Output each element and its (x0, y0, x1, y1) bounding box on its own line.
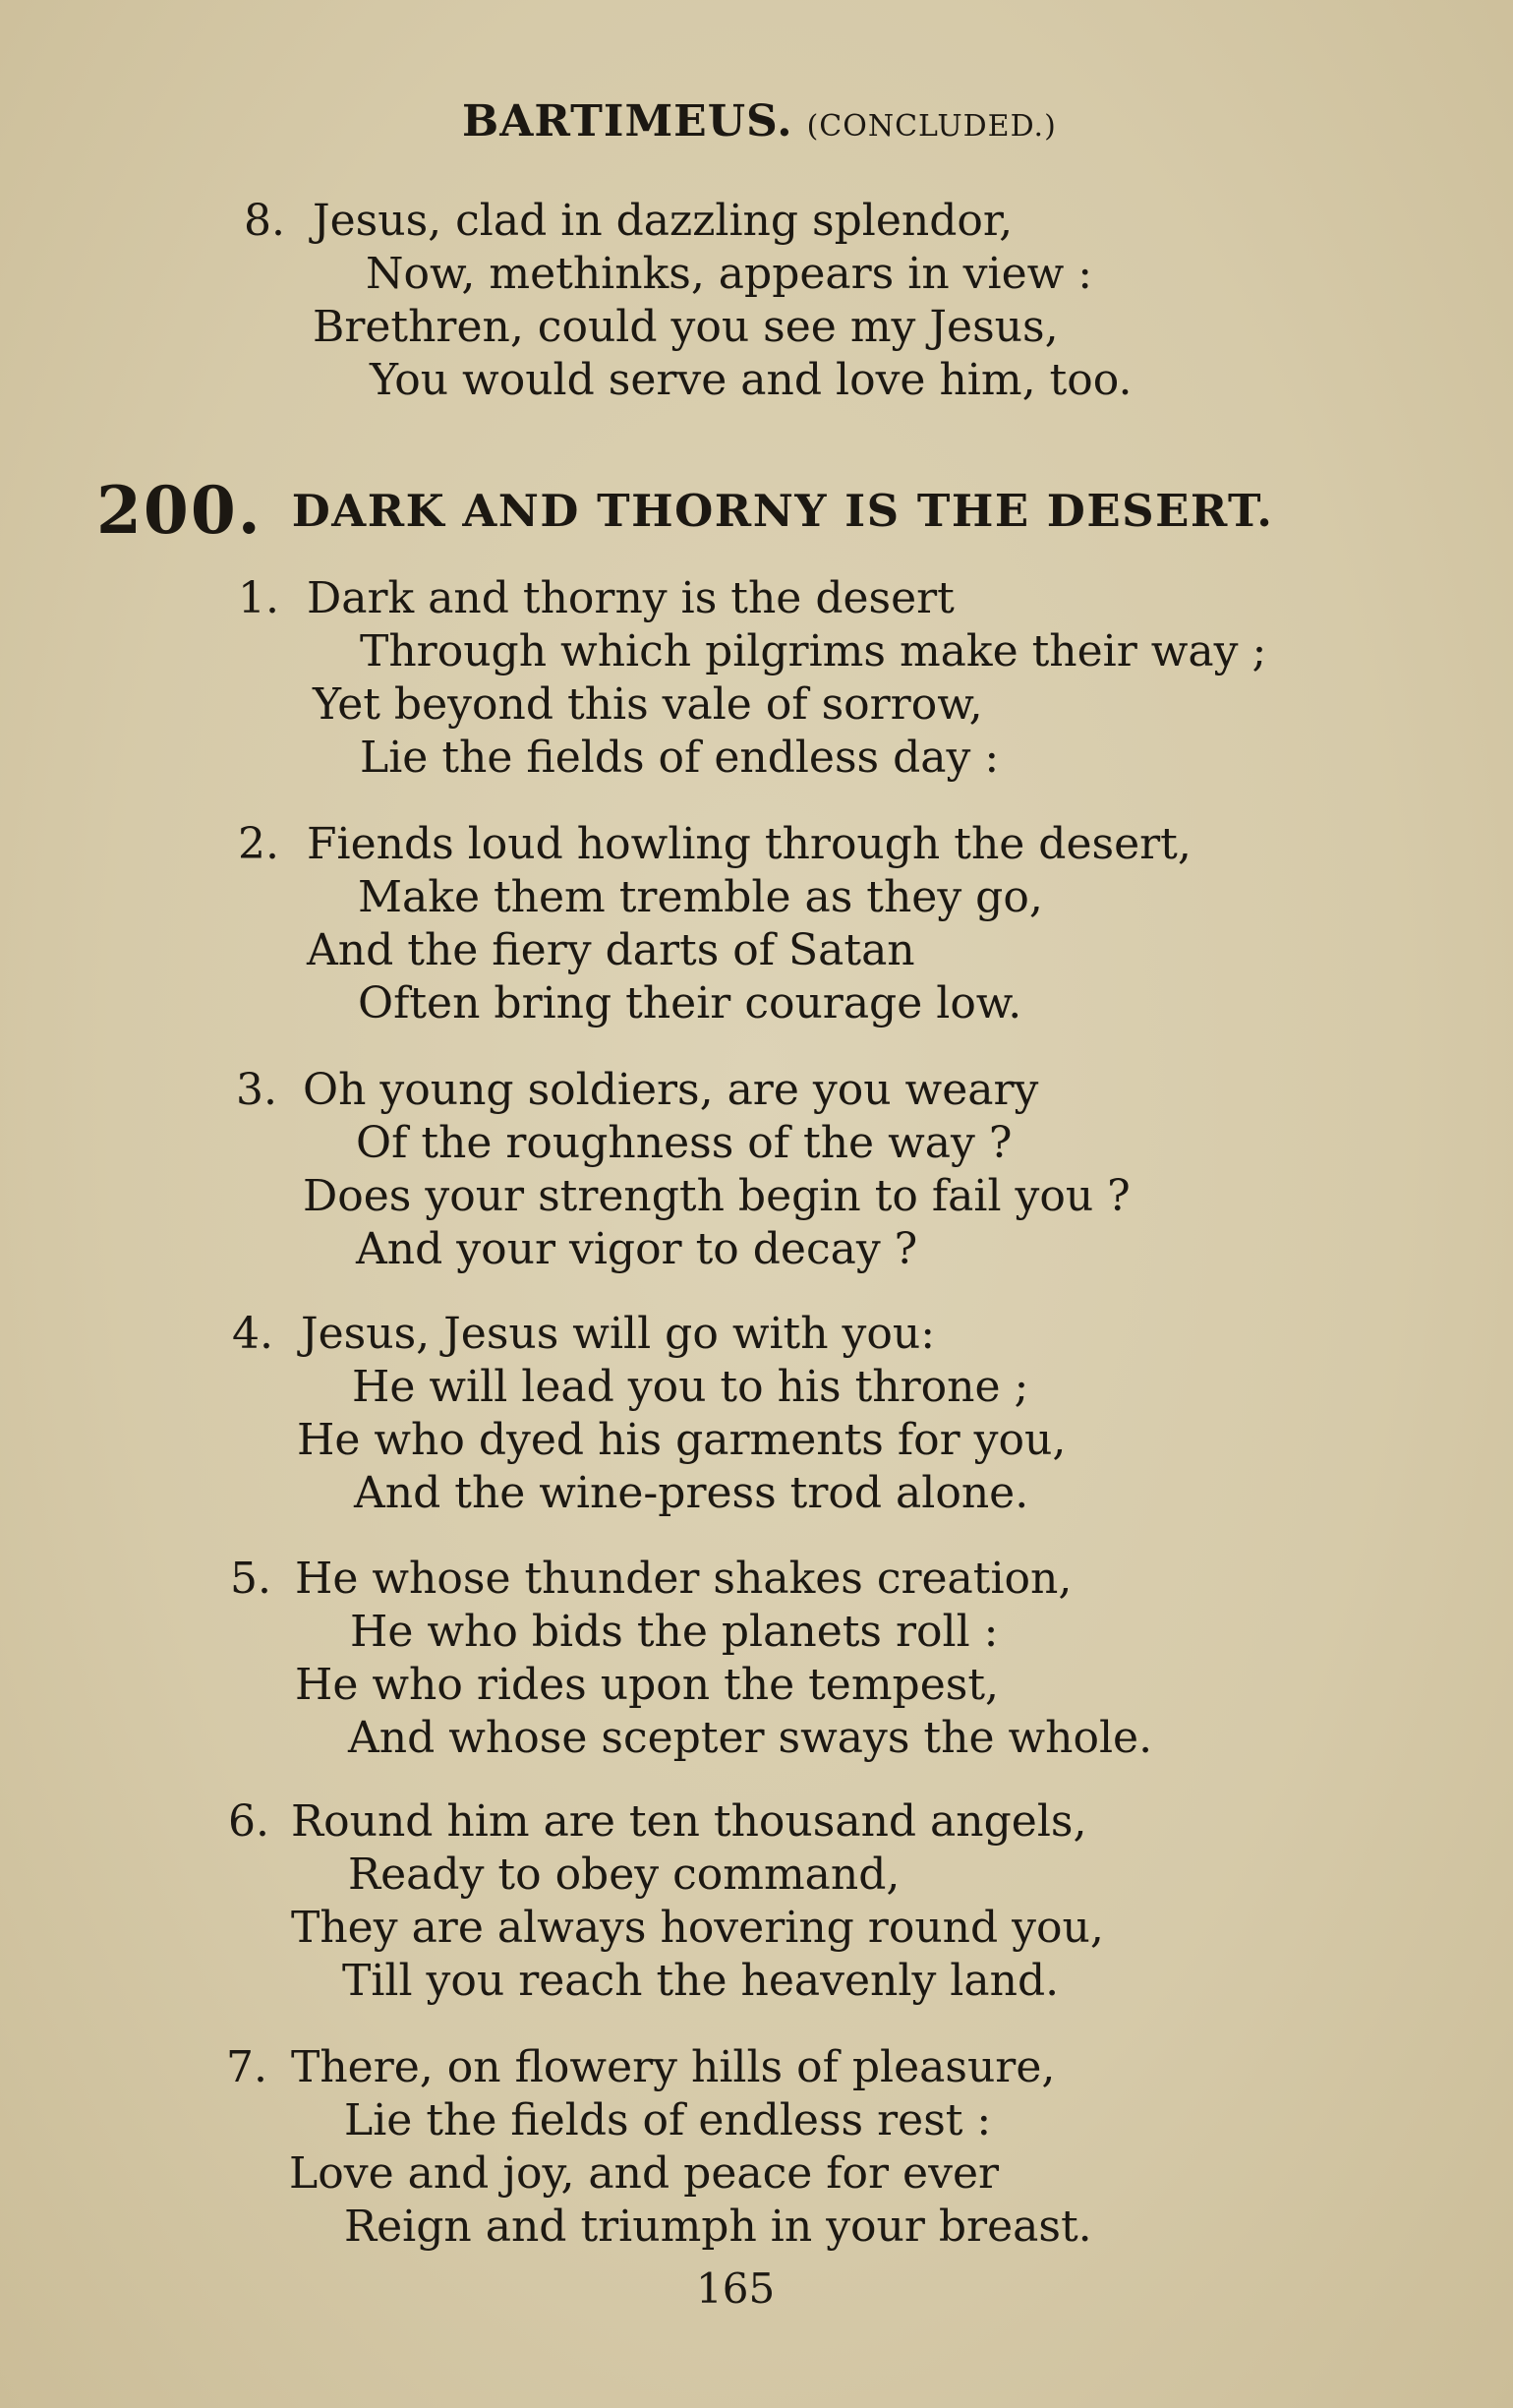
stanza-line: Fiends loud howling through the desert, (307, 819, 1192, 869)
stanza-number: 1. (238, 573, 279, 623)
stanza-line: Often bring their courage low. (358, 978, 1022, 1028)
stanza-line: And the fiery darts of Satan (307, 925, 915, 975)
stanza-line: He who dyed his garments for you, (297, 1415, 1067, 1465)
stanza-line: And the wine-press trod alone. (354, 1468, 1029, 1518)
stanza-line: He whose thunder shakes creation, (295, 1554, 1073, 1604)
stanza-number: 5. (230, 1554, 271, 1604)
stanza-line: Of the roughness of the way ? (356, 1118, 1013, 1168)
hymn-number: 200. (96, 472, 262, 549)
running-head-subtitle: (CONCLUDED.) (806, 109, 1057, 144)
stanza-line: They are always hovering round you, (291, 1903, 1104, 1953)
stanza-line: Reign and triumph in your breast. (344, 2202, 1092, 2252)
stanza-line: And whose scepter sways the whole. (348, 1713, 1153, 1763)
page-number: 165 (696, 2264, 776, 2313)
hymn-title: DARK AND THORNY IS THE DESERT. (291, 484, 1274, 537)
stanza-5 (0, 1553, 1513, 1765)
stanza-line: Dark and thorny is the desert (307, 573, 955, 623)
stanza-7 (0, 2041, 1513, 2254)
stanza-line: Round him are ten thousand angels, (291, 1796, 1087, 1847)
stanza-line: He who rides upon the tempest, (295, 1660, 1000, 1710)
running-head (462, 96, 1057, 147)
stanza-line: Does your strength begin to fail you ? (303, 1171, 1131, 1221)
stanza-line: He who bids the planets roll : (350, 1607, 999, 1657)
stanza-number: 6. (228, 1796, 269, 1847)
stanza-line: Brethren, could you see my Jesus, (313, 302, 1059, 352)
stanza-line: Lie the fields of endless day : (360, 733, 1000, 783)
stanza-number: 7. (226, 2042, 267, 2092)
stanza-line: Yet beyond this vale of sorrow, (313, 679, 983, 730)
stanza-6 (0, 1795, 1513, 2008)
stanza-line: Jesus, Jesus will go with you: (301, 1309, 936, 1359)
stanza-number: 2. (238, 819, 279, 869)
stanza-line: Jesus, clad in dazzling splendor, (313, 196, 1014, 246)
stanza-1 (0, 572, 1513, 785)
hymn-header (96, 472, 1273, 549)
stanza-2 (0, 818, 1513, 1030)
stanza-line: Now, methinks, appears in view : (366, 249, 1093, 299)
stanza-line: Till you reach the heavenly land. (342, 1956, 1060, 2006)
stanza-line: Through which pilgrims make their way ; (360, 626, 1267, 676)
stanza-line: He will lead you to his throne ; (352, 1362, 1029, 1412)
stanza-line: There, on flowery hills of pleasure, (291, 2042, 1056, 2092)
stanza-line: And your vigor to decay ? (356, 1224, 918, 1274)
stanza-3 (0, 1064, 1513, 1276)
stanza-number: 4. (232, 1309, 273, 1359)
stanza-line: Love and joy, and peace for ever (289, 2148, 1000, 2199)
stanza-prev-8 (0, 195, 1513, 407)
stanza-number: 3. (236, 1065, 277, 1115)
running-head-title: BARTIMEUS. (462, 96, 793, 147)
stanza-number: 8. (244, 196, 285, 246)
stanza-4 (0, 1308, 1513, 1520)
stanza-line: Ready to obey command, (348, 1850, 901, 1900)
stanza-line: Oh young soldiers, are you weary (303, 1065, 1039, 1115)
stanza-line: You would serve and love him, too. (370, 355, 1133, 405)
stanza-line: Lie the fields of endless rest : (344, 2095, 992, 2145)
stanza-line: Make them tremble as they go, (358, 872, 1043, 922)
